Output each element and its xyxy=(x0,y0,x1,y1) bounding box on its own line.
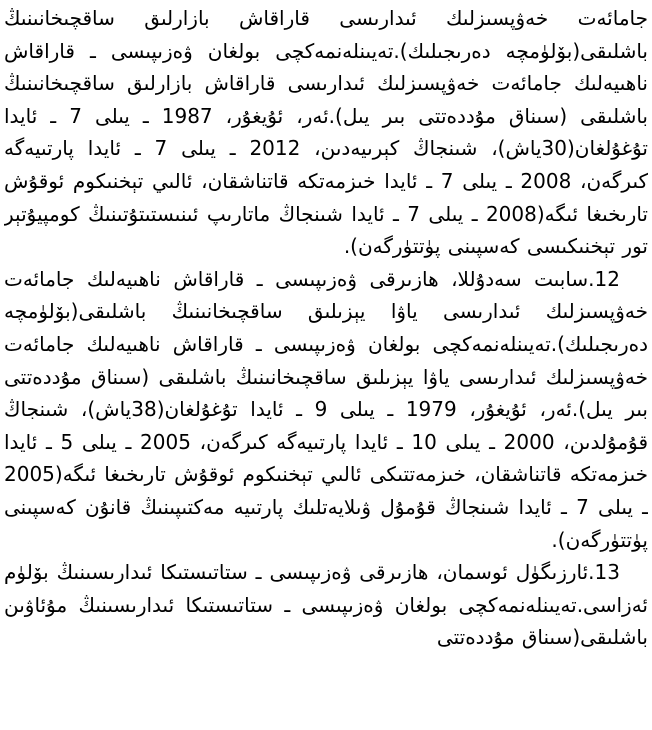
paragraph-item-12: 12.سابىت سەدۇللا، ھازىرقى ۋەزىپىسى ـ قاراقاش ناھىيەلىك جامائەت خەۋپسىزلىك ئىدارىسى ياۋا يېزىلىق ساقچىخانىنىڭ باشلىقى(بۆلۈمچە دەرىجىلىك).تەيىنلەنمەكچى بولغان ۋەزىپىسى ـ قاراقاش ناھىيەلىك جامائەت خەۋپسىزلىك ئىدارىسى ياۋا يېزىلىق ساقچىخانىنىڭ باشلىقى (سىناق مۇددەتتى بىر يىل).ئەر، ئۇيغۇر، 1979 ـ يىلى 9 ـ ئايدا تۇغۇلغان(38ياش)، شىنجاڭ قۇمۇلدىن، 2000 ـ يىلى 10 ـ ئايدا پارتىيەگە كىرگەن، 2005 ـ يىلى 5 ـ ئايدا خىزمەتكە قاتناشقان، خىزمەتتىكى ئالىي تېخنىكوم ئوقۇش تارىخىغا ئىگە(2005 ـ يىلى 7 ـ ئايدا شىنجاڭ قۇمۇل ۋىلايەتلىك پارتىيە مەكتىپىنىڭ قانۇن كەسپىنى پۈتتۈرگەن). xyxy=(4,266,648,552)
document-page xyxy=(4,2,648,728)
paragraph-continuation: جامائەت خەۋپسىزلىك ئىدارىسى قاراقاش بازارلىق ساقچىخانىنىڭ باشلىقى(بۆلۈمچە دەرىجىلىك).تەيىنلەنمەكچى بولغان ۋەزىپىسى ـ قاراقاش ناھىيەلىك جامائەت خەۋپسىزلىك ئىدارىسى قاراقاش بازارلىق ساقچىخانىنىڭ باشلىقى (سىناق مۇددەتتى بىر يىل).ئەر، ئۇيغۇر، 1987 ـ يىلى 7 ـ ئايدا تۇغۇلغان(30ياش)، شىنجاڭ كېرىيەدىن، 2012 ـ يىلى 7 ـ ئايدا پارتىيەگە كىرگەن، 2008 ـ يىلى 7 ـ ئايدا خىزمەتكە قاتناشقان، ئالىي تېخنىكوم ئوقۇش تارىخىغا ئىگە(2008 ـ يىلى 7 ـ ئايدا شىنجاڭ ماتارىپ ئىنىستىتۇتىنىڭ كومپيۇتېر تور تېخنىكىسى كەسپىنى پۈتتۈرگەن). xyxy=(4,6,648,259)
paragraph-item-13: 13.ئارزىگۈل ئوسمان، ھازىرقى ۋەزىپىسى ـ ستاتىستىكا ئىدارىسىنىڭ بۆلۈم ئەزاسى.تەيىنلەنمەكچى بولغان ۋەزىپىسى ـ ستاتىستىكا ئىدارىسىنىڭ مۇئاۋىن باشلىقى(سىناق مۇددەتتى xyxy=(4,560,648,650)
